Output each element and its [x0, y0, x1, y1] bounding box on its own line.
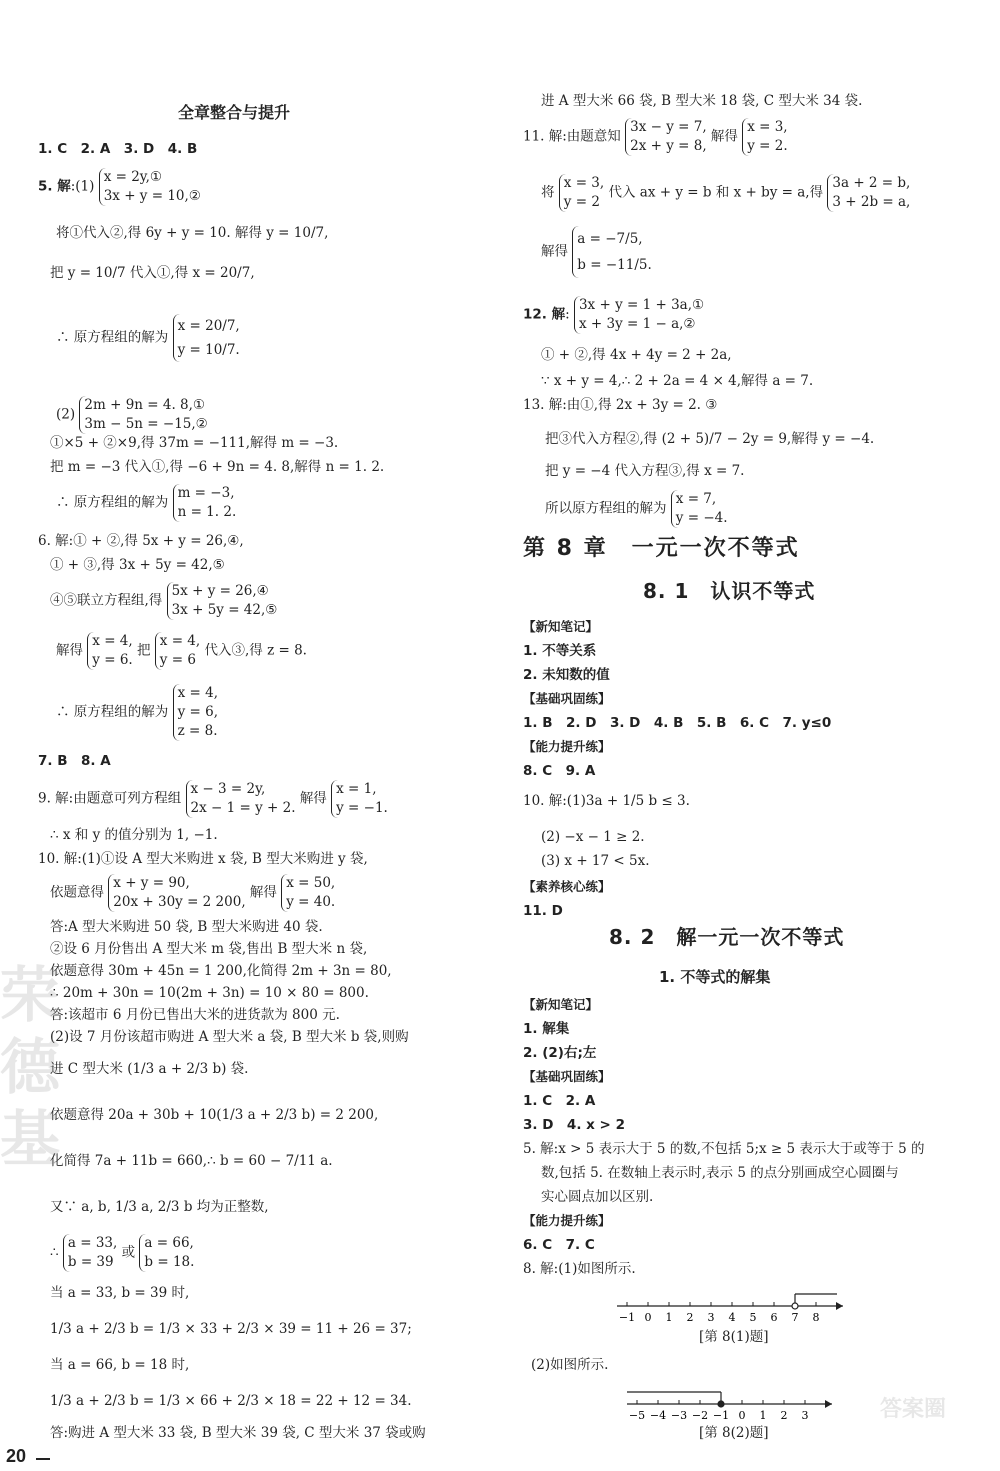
tick-label: 1 — [759, 1409, 767, 1422]
step: 把 y = −4 代入方程③,得 x = 7. — [545, 463, 745, 479]
tick-label: 6 — [770, 1311, 778, 1324]
solution: 所以原方程组的解为 x = 7, y = −4. — [545, 491, 728, 526]
point-marker — [792, 1303, 798, 1309]
step: 将 x = 3, y = 2 代入 ax + y = b 和 x + by = a,得 3a + 2 = b, 3 + 2b = a, — [541, 175, 911, 210]
step: 进 A 型大米 66 袋, B 型大米 18 袋, C 型大米 34 袋. — [541, 93, 863, 109]
figure-caption: [第 8(1)题] — [699, 1329, 769, 1345]
tick-label: −1 — [618, 1311, 636, 1324]
figure-caption: [第 8(2)题] — [699, 1425, 769, 1441]
tick-label: 8 — [812, 1311, 820, 1324]
step: ④⑤联立方程组,得 5x + y = 26,④ 3x + 5y = 42,⑤ — [50, 583, 278, 618]
step: 依题意得 x + y = 90, 20x + 30y = 2 200, 解得 x = 50, y = 40. — [50, 875, 336, 910]
answer-line: 1. B 2. D 3. D 4. B 5. B 6. C 7. y≤0 — [523, 715, 832, 731]
tag: 【基础巩固练】 — [523, 1069, 611, 1084]
answer-line: 3. D 4. x > 2 — [523, 1117, 625, 1133]
chapter-title: 第 8 章 一元一次不等式 — [523, 536, 800, 561]
answer-line: 11. D — [523, 903, 563, 919]
problem-11: 11. 解:由题意知 3x − y = 7, 2x + y = 8, 解得 x = 3, y = 2. — [523, 119, 788, 154]
problem-6: 6. 解:① + ②,得 5x + y = 26,④, — [38, 533, 244, 549]
solution: ∴ 原方程组的解为 x = 4, y = 6, z = 8. — [56, 685, 218, 739]
problem-5-2: (2) 2m + 9n = 4. 8,① 3m − 5n = −15,② — [56, 397, 208, 432]
tick-label: 4 — [728, 1311, 736, 1324]
answer-line: (2)如图所示. — [531, 1357, 609, 1373]
point-marker — [718, 1401, 724, 1407]
answer-line: 5. 解:x > 5 表示大于 5 的数,不包括 5;x ≥ 5 表示大于或等于 5 的 — [523, 1141, 925, 1157]
tag: 【基础巩固练】 — [523, 691, 611, 706]
step: 1/3 a + 2/3 b = 1/3 × 66 + 2/3 × 18 = 22 + 12 = 34. — [50, 1393, 412, 1409]
tag: 【能力提升练】 — [523, 739, 611, 754]
tag: 【素养核心练】 — [523, 879, 611, 894]
answer-line: 6. C 7. C — [523, 1237, 595, 1253]
answer-line: 8. C 9. A — [523, 763, 596, 779]
tick-label: −5 — [628, 1409, 646, 1422]
watermark-stamp: 荣 德 基 — [0, 961, 60, 1175]
step: 当 a = 66, b = 18 时, — [50, 1357, 190, 1373]
problem-12: 12. 解: 3x + y = 1 + 3a,① x + 3y = 1 − a,② — [523, 297, 705, 332]
answer-line: 实心圆点加以区别. — [541, 1189, 654, 1205]
step: 把 y = 10/7 代入①,得 x = 20/7, — [50, 265, 255, 281]
section-heading: 全章整合与提升 — [178, 103, 291, 122]
page-number-dash — [36, 1458, 50, 1460]
tick-label: −3 — [670, 1409, 688, 1422]
step: ①×5 + ②×9,得 37m = −111,解得 m = −3. — [50, 435, 339, 451]
problem-10: 10. 解:(1)①设 A 型大米购进 x 袋, B 型大米购进 y 袋, — [38, 851, 368, 867]
problem-9: 9. 解:由题意可列方程组 x − 3 = 2y, 2x − 1 = y + 2. 解得 x = 1, y = −1. — [38, 781, 388, 816]
problem-13: 13. 解:由①,得 2x + 3y = 2. ③ — [523, 397, 718, 413]
tick-label: 3 — [801, 1409, 809, 1422]
axis-arrow — [825, 1400, 832, 1408]
solution: ∴ 原方程组的解为 x = 20/7, y = 10/7. — [56, 314, 240, 362]
step: 答:购进 A 型大米 33 袋, B 型大米 39 袋, C 型大米 37 袋或购 — [50, 1425, 426, 1441]
answer-line: 7. B 8. A — [38, 753, 111, 769]
step: ∴ 20m + 30n = 10(2m + 3n) = 10 × 80 = 800. — [50, 985, 369, 1001]
answer-line: 1. 解集 — [523, 1021, 570, 1037]
step: ∵ x + y = 4,∴ 2 + 2a = 4 × 4,解得 a = 7. — [541, 373, 814, 389]
problem-5: 5. 解:(1) x = 2y,① 3x + y = 10,② — [38, 169, 201, 204]
step: 把③代入方程②,得 (2 + 5)/7 − 2y = 9,解得 y = −4. — [545, 431, 875, 447]
step: 化简得 7a + 11b = 660,∴ b = 60 − 7/11 a. — [50, 1153, 333, 1169]
step: 又∵ a, b, 1/3 a, 2/3 b 均为正整数, — [50, 1199, 269, 1215]
step: (2)设 7 月份该超市购进 A 型大米 a 袋, B 型大米 b 袋,则购 — [50, 1029, 409, 1045]
tick-label: −4 — [649, 1409, 667, 1422]
tag: 【新知笔记】 — [523, 997, 599, 1012]
subsection-title: 1. 不等式的解集 — [659, 968, 771, 986]
step: 进 C 型大米 (1/3 a + 2/3 b) 袋. — [50, 1061, 249, 1077]
answer-line: (3) x + 17 < 5x. — [541, 853, 650, 869]
step: 将①代入②,得 6y + y = 10. 解得 y = 10/7, — [56, 225, 329, 241]
step: ∴ x 和 y 的值分别为 1, −1. — [50, 827, 218, 843]
tick-label: −2 — [691, 1409, 709, 1422]
axis-1-ticks — [617, 1294, 843, 1324]
answer-line: 1. C 2. A 3. D 4. B — [38, 141, 198, 157]
answer-line: 2. 未知数的值 — [523, 667, 610, 683]
step: 依题意得 30m + 45n = 1 200,化简得 2m + 3n = 80, — [50, 963, 392, 979]
number-line-1 — [617, 1286, 857, 1326]
tag: 【能力提升练】 — [523, 1213, 611, 1228]
tick-label: 1 — [665, 1311, 673, 1324]
tick-label: 2 — [686, 1311, 694, 1324]
tick-label: 7 — [791, 1311, 799, 1324]
answer-line: 10. 解:(1)3a + 1/5 b ≤ 3. — [523, 793, 690, 809]
axis-2-ticks — [627, 1392, 832, 1422]
tick-label: 0 — [644, 1311, 652, 1324]
answer-line: 数,包括 5. 在数轴上表示时,表示 5 的点分别画成空心圆圈与 — [541, 1165, 899, 1181]
tick-label: 0 — [738, 1409, 746, 1422]
step: 解得 a = −7/5, b = −11/5. — [541, 226, 652, 278]
answer-line: 1. C 2. A — [523, 1093, 596, 1109]
tick-label: 2 — [780, 1409, 788, 1422]
step: ① + ③,得 3x + 5y = 42,⑤ — [50, 557, 225, 573]
tick-label: −1 — [712, 1409, 730, 1422]
section-title: 8. 1 认识不等式 — [643, 579, 816, 603]
step: 1/3 a + 2/3 b = 1/3 × 33 + 2/3 × 39 = 11 + 26 = 37; — [50, 1321, 412, 1337]
step: 当 a = 33, b = 39 时, — [50, 1285, 190, 1301]
tick-label: 3 — [707, 1311, 715, 1324]
step: 答:A 型大米购进 50 袋, B 型大米购进 40 袋. — [50, 919, 323, 935]
watermark-logo: 答案圈 — [880, 1397, 947, 1422]
solution: ∴ 原方程组的解为 m = −3, n = 1. 2. — [56, 485, 237, 520]
step: 把 m = −3 代入①,得 −6 + 9n = 4. 8,解得 n = 1. 2. — [50, 459, 385, 475]
tag: 【新知笔记】 — [523, 619, 599, 634]
tick-label: 5 — [749, 1311, 757, 1324]
axis-arrow — [836, 1302, 843, 1310]
step: ②设 6 月份售出 A 型大米 m 袋,售出 B 型大米 n 袋, — [50, 941, 368, 957]
answer-line: 1. 不等关系 — [523, 643, 597, 659]
step: ① + ②,得 4x + 4y = 2 + 2a, — [541, 347, 732, 363]
step: 解得 x = 4, y = 6. 把 x = 4, y = 6 代入③,得 z = 8. — [56, 633, 307, 668]
number-line-2 — [627, 1380, 847, 1422]
section-title: 8. 2 解一元一次不等式 — [609, 925, 845, 949]
step: 依题意得 20a + 30b + 10(1/3 a + 2/3 b) = 2 200, — [50, 1107, 379, 1123]
page-number: 20 — [6, 1446, 27, 1466]
step: 答:该超市 6 月份已售出大米的进货款为 800 元. — [50, 1007, 340, 1023]
answer-line: 2. (2)右;左 — [523, 1045, 597, 1061]
answer-line: 8. 解:(1)如图所示. — [523, 1261, 636, 1277]
answer-line: (2) −x − 1 ≥ 2. — [541, 829, 645, 845]
step: ∴ a = 33, b = 39 或 a = 66, b = 18. — [50, 1235, 195, 1270]
